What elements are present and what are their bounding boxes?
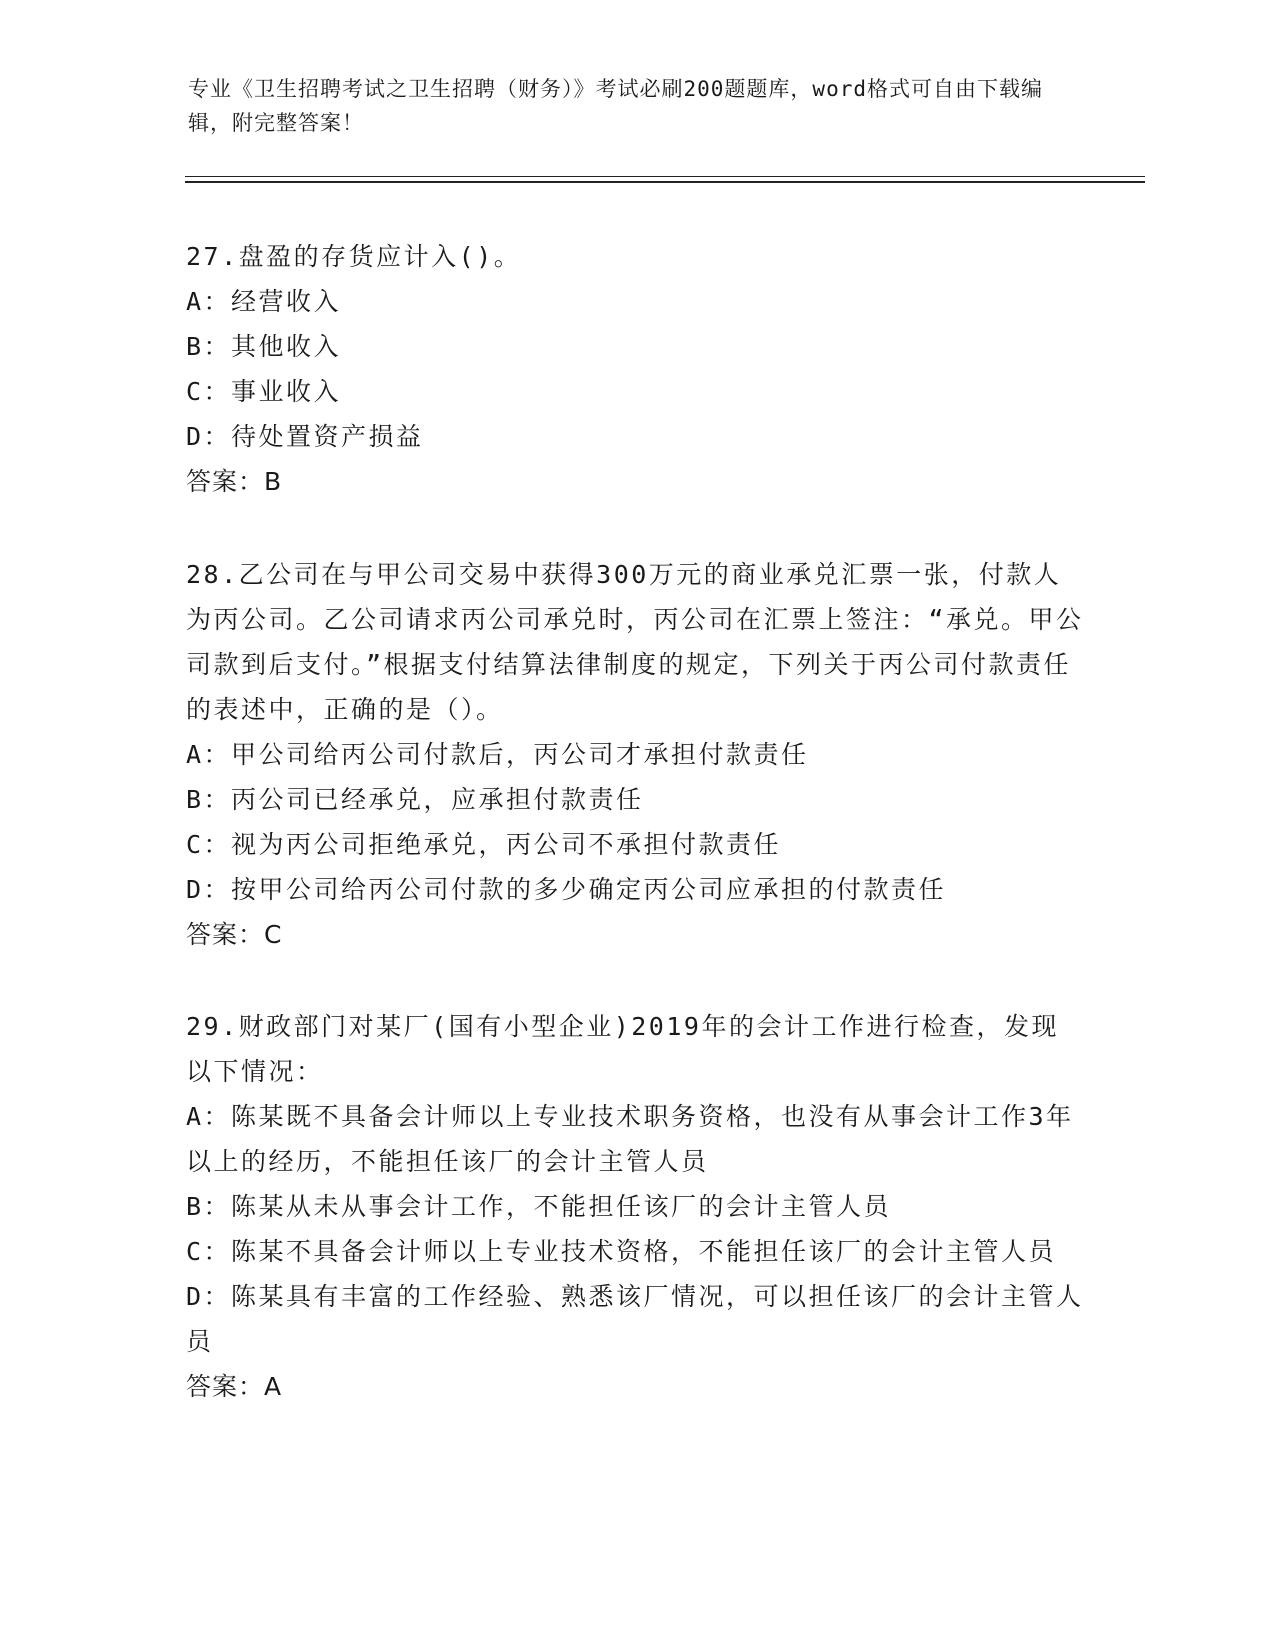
option-a: A：陈某既不具备会计师以上专业技术职务资格，也没有从事会计工作3年以上的经历，不能担任该厂的会计主管人员	[186, 1102, 1074, 1176]
header-divider-top	[185, 176, 1145, 177]
question-stem: 28.乙公司在与甲公司交易中获得300万元的商业承兑汇票一张，付款人为丙公司。乙公司请求丙公司承兑时，丙公司在汇票上签注：“承兑。甲公司款到后支付。”根据支付结算法律制度的规定，下列关于丙公司付款责任的表述中，正确的是（）。	[186, 560, 1084, 724]
answer: 答案：B	[186, 467, 283, 496]
answer: 答案：C	[186, 920, 283, 949]
option-a: A：甲公司给丙公司付款后，丙公司才承担付款责任	[186, 740, 809, 769]
option-a: A：经营收入	[186, 287, 342, 316]
option-d: D：待处置资产损益	[186, 422, 424, 451]
question-27	[186, 234, 1086, 504]
option-d: D：按甲公司给丙公司付款的多少确定丙公司应承担的付款责任	[186, 875, 947, 904]
answer: 答案：A	[186, 1372, 283, 1401]
question-stem: 27.盘盈的存货应计入()。	[186, 242, 522, 271]
option-d: D：陈某具有丰富的工作经验、熟悉该厂情况，可以担任该厂的会计主管人员	[186, 1282, 1084, 1356]
document-header: 专业《卫生招聘考试之卫生招聘（财务）》考试必刷200题题库，word格式可自由下载编辑，附完整答案！	[188, 77, 1043, 135]
option-c: C：陈某不具备会计师以上专业技术资格，不能担任该厂的会计主管人员	[186, 1237, 1057, 1266]
option-b: B：丙公司已经承兑，应承担付款责任	[186, 785, 644, 814]
question-29	[186, 1004, 1086, 1409]
option-c: C：事业收入	[186, 377, 342, 406]
question-28	[186, 552, 1086, 957]
header-divider-bottom	[185, 181, 1145, 183]
option-c: C：视为丙公司拒绝承兑，丙公司不承担付款责任	[186, 830, 782, 859]
question-stem: 29.财政部门对某厂(国有小型企业)2019年的会计工作进行检查，发现以下情况：	[186, 1012, 1059, 1086]
option-b: B：陈某从未从事会计工作，不能担任该厂的会计主管人员	[186, 1192, 892, 1221]
option-b: B：其他收入	[186, 332, 342, 361]
